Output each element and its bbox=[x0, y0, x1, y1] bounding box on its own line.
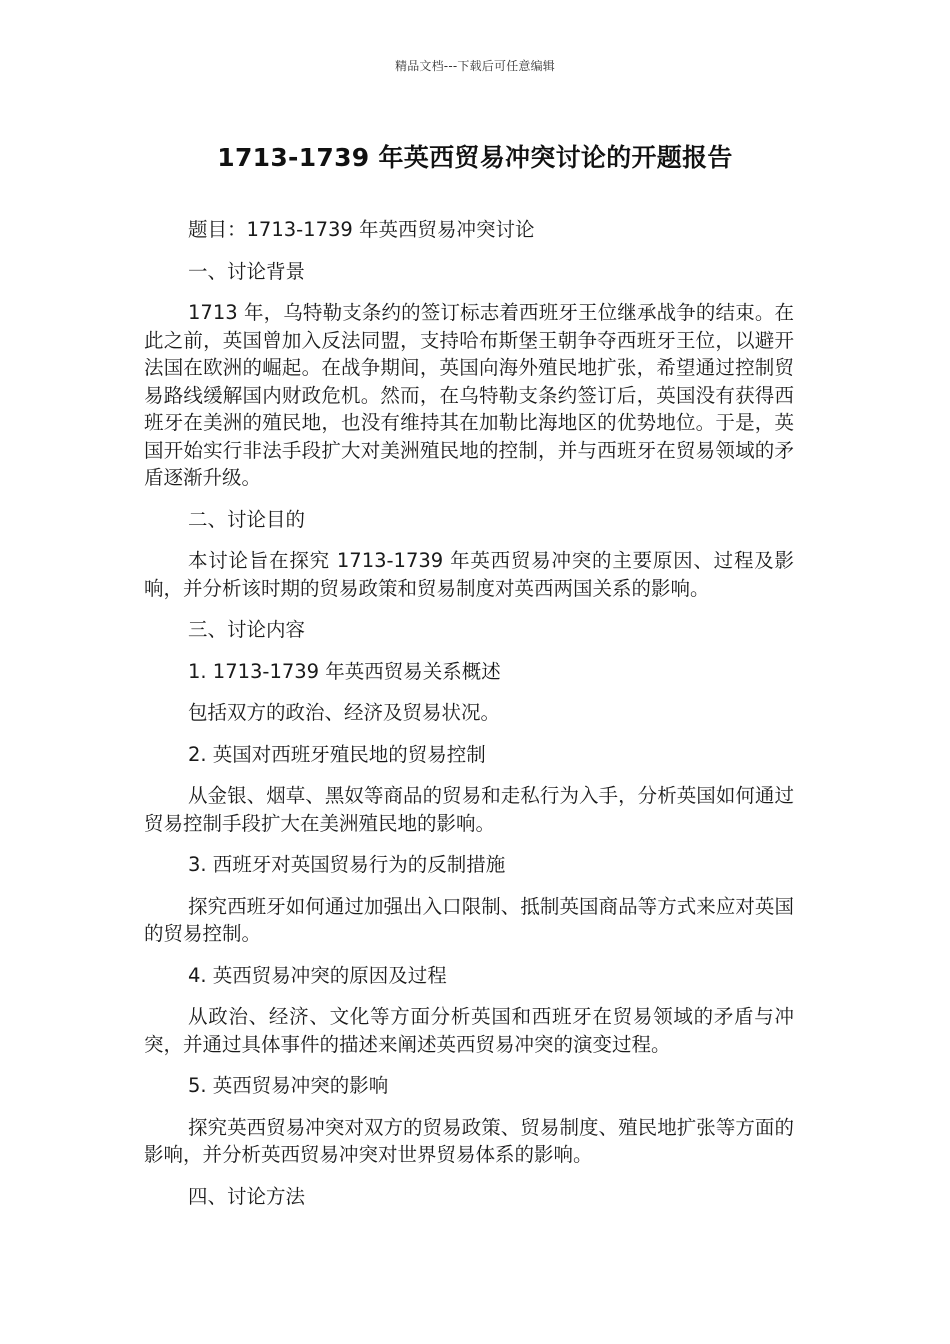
content-item-2-heading: 2. 英国对西班牙殖民地的贸易控制 bbox=[188, 742, 486, 766]
section-heading-method: 四、讨论方法 bbox=[188, 1184, 306, 1208]
section-heading-background: 一、讨论背景 bbox=[188, 259, 306, 283]
content-item-4-text: 从政治、经济、文化等方面分析英国和西班牙在贸易领域的矛盾与冲突，并通过具体事件的描述来阐述英西贸易冲突的演变过程。 bbox=[144, 1005, 794, 1056]
content-item-1-heading: 1. 1713-1739 年英西贸易关系概述 bbox=[188, 659, 501, 683]
content-item-5-heading: 5. 英西贸易冲突的影响 bbox=[188, 1074, 389, 1097]
content-item-3-text: 探究西班牙如何通过加强出入口限制、抵制英国商品等方式来应对英国的贸易控制。 bbox=[144, 894, 794, 945]
content-item-3-heading: 3. 西班牙对英国贸易行为的反制措施 bbox=[188, 853, 506, 876]
content-item-4-heading: 4. 英西贸易冲突的原因及过程 bbox=[188, 963, 447, 987]
background-paragraph: 1713 年，乌特勒支条约的签订标志着西班牙王位继承战争的结束。在此之前，英国曾加入反法同盟，支持哈布斯堡王朝争夺西班牙王位，以避开法国在欧洲的崛起。在战争期间，英国向海外殖民地扩张，希望通过控制贸易路线缓解国内财政危机。然而，在乌特勒支条约签订后，英国没有获得西班牙在美洲的殖民地，也没有维持其在加勒比海地区的优势地位。于是，英国开始实行非法手段扩大对美洲殖民地的控制，并与西班牙在贸易领域的矛盾逐渐升级。 bbox=[144, 301, 794, 489]
section-heading-content: 三、讨论内容 bbox=[188, 618, 306, 641]
section-heading-purpose: 二、讨论目的 bbox=[188, 507, 306, 531]
content-item-2-text: 从金银、烟草、黑奴等商品的贸易和走私行为入手，分析英国如何通过贸易控制手段扩大在美洲殖民地的影响。 bbox=[144, 784, 794, 835]
document-title: 1713-1739 年英西贸易冲突讨论的开题报告 bbox=[217, 143, 733, 172]
content-item-1-text: 包括双方的政治、经济及贸易状况。 bbox=[188, 701, 501, 724]
purpose-paragraph: 本讨论旨在探究 1713-1739 年英西贸易冲突的主要原因、过程及影响，并分析该时期的贸易政策和贸易制度对英西两国关系的影响。 bbox=[144, 549, 794, 600]
content-item-5-text: 探究英西贸易冲突对双方的贸易政策、贸易制度、殖民地扩张等方面的影响，并分析英西贸易冲突对世界贸易体系的影响。 bbox=[144, 1115, 794, 1166]
topic-line: 题目：1713-1739 年英西贸易冲突讨论 bbox=[188, 218, 535, 241]
document-body bbox=[144, 216, 794, 1224]
header-note: 精品文档---下载后可任意编辑 bbox=[395, 59, 555, 73]
